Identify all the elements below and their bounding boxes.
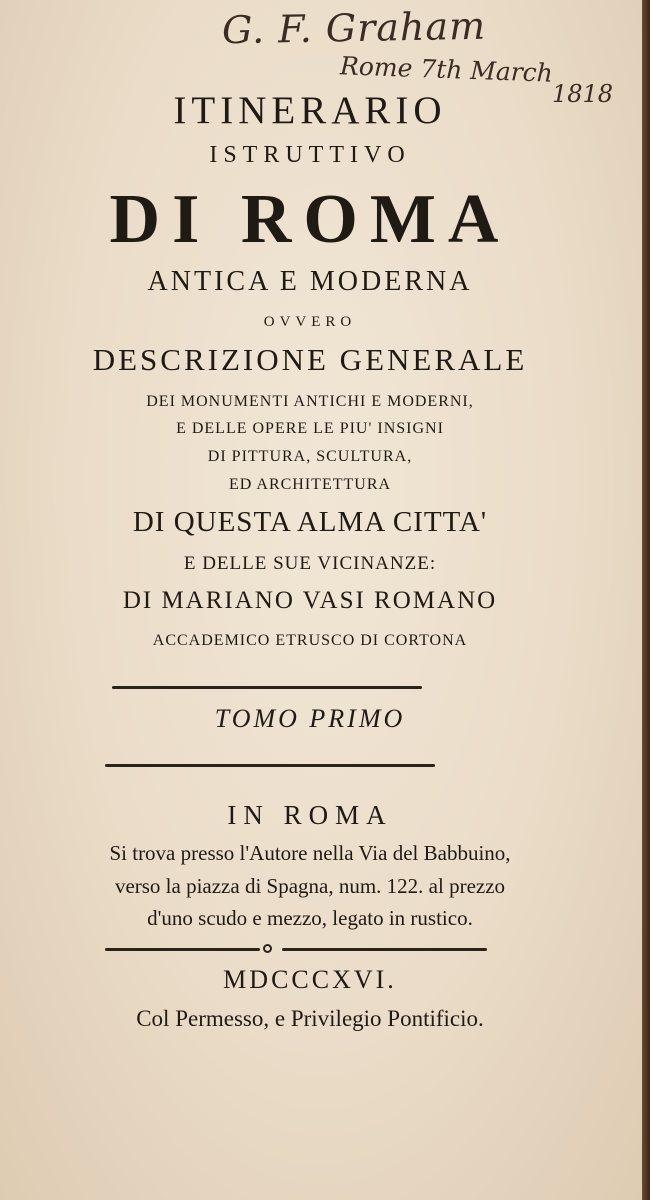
ornament-rule-left (105, 948, 260, 951)
title-itinerario: ITINERARIO (173, 89, 447, 132)
title-istruttivo: ISTRUTTIVO (209, 142, 411, 168)
divider-rule (105, 764, 435, 767)
author-title: ACCADEMICO ETRUSCO DI CORTONA (152, 632, 468, 649)
imprint-line: d'uno scudo e mezzo, legato in rustico. (147, 906, 473, 930)
handwritten-year: 1818 (552, 80, 614, 108)
author-name: DI MARIANO VASI ROMANO (122, 587, 498, 614)
vicinity-line: E DELLE SUE VICINANZE: (183, 553, 437, 574)
book-spine-edge (642, 0, 650, 1200)
imprint-line: Si trova presso l'Autore nella Via del Babbuino, (109, 841, 511, 865)
subtitle-antica-e-moderna: ANTICA E MODERNA (147, 266, 473, 297)
divider-rule (112, 686, 422, 689)
permission-line: Col Permesso, e Privilegio Pontificio. (136, 1006, 484, 1031)
city-line: DI QUESTA ALMA CITTA' (132, 506, 488, 538)
handwritten-place-date: Rome 7th March (339, 51, 554, 88)
conjunction-ovvero: OVVERO (263, 314, 357, 330)
description-line: DEI MONUMENTI ANTICHI E MODERNI, (146, 393, 474, 410)
ornament-rule-right (282, 948, 487, 951)
description-line: E DELLE OPERE LE PIU' INSIGNI (176, 420, 444, 437)
title-di-roma: DI ROMA (109, 181, 511, 258)
imprint-line: verso la piazza di Spagna, num. 122. al prezzo (114, 874, 506, 898)
imprint-place: IN ROMA (227, 800, 393, 830)
subtitle-descrizione-generale: DESCRIZIONE GENERALE (92, 342, 528, 377)
publication-year: MDCCCXVI. (223, 965, 397, 994)
description-line: DI PITTURA, SCULTURA, (207, 448, 413, 465)
handwritten-owner-name: G. F. Graham (221, 3, 487, 53)
volume-label: TOMO PRIMO (214, 704, 406, 733)
ornament-circle (263, 944, 272, 953)
description-line: ED ARCHITETTURA (228, 476, 392, 493)
